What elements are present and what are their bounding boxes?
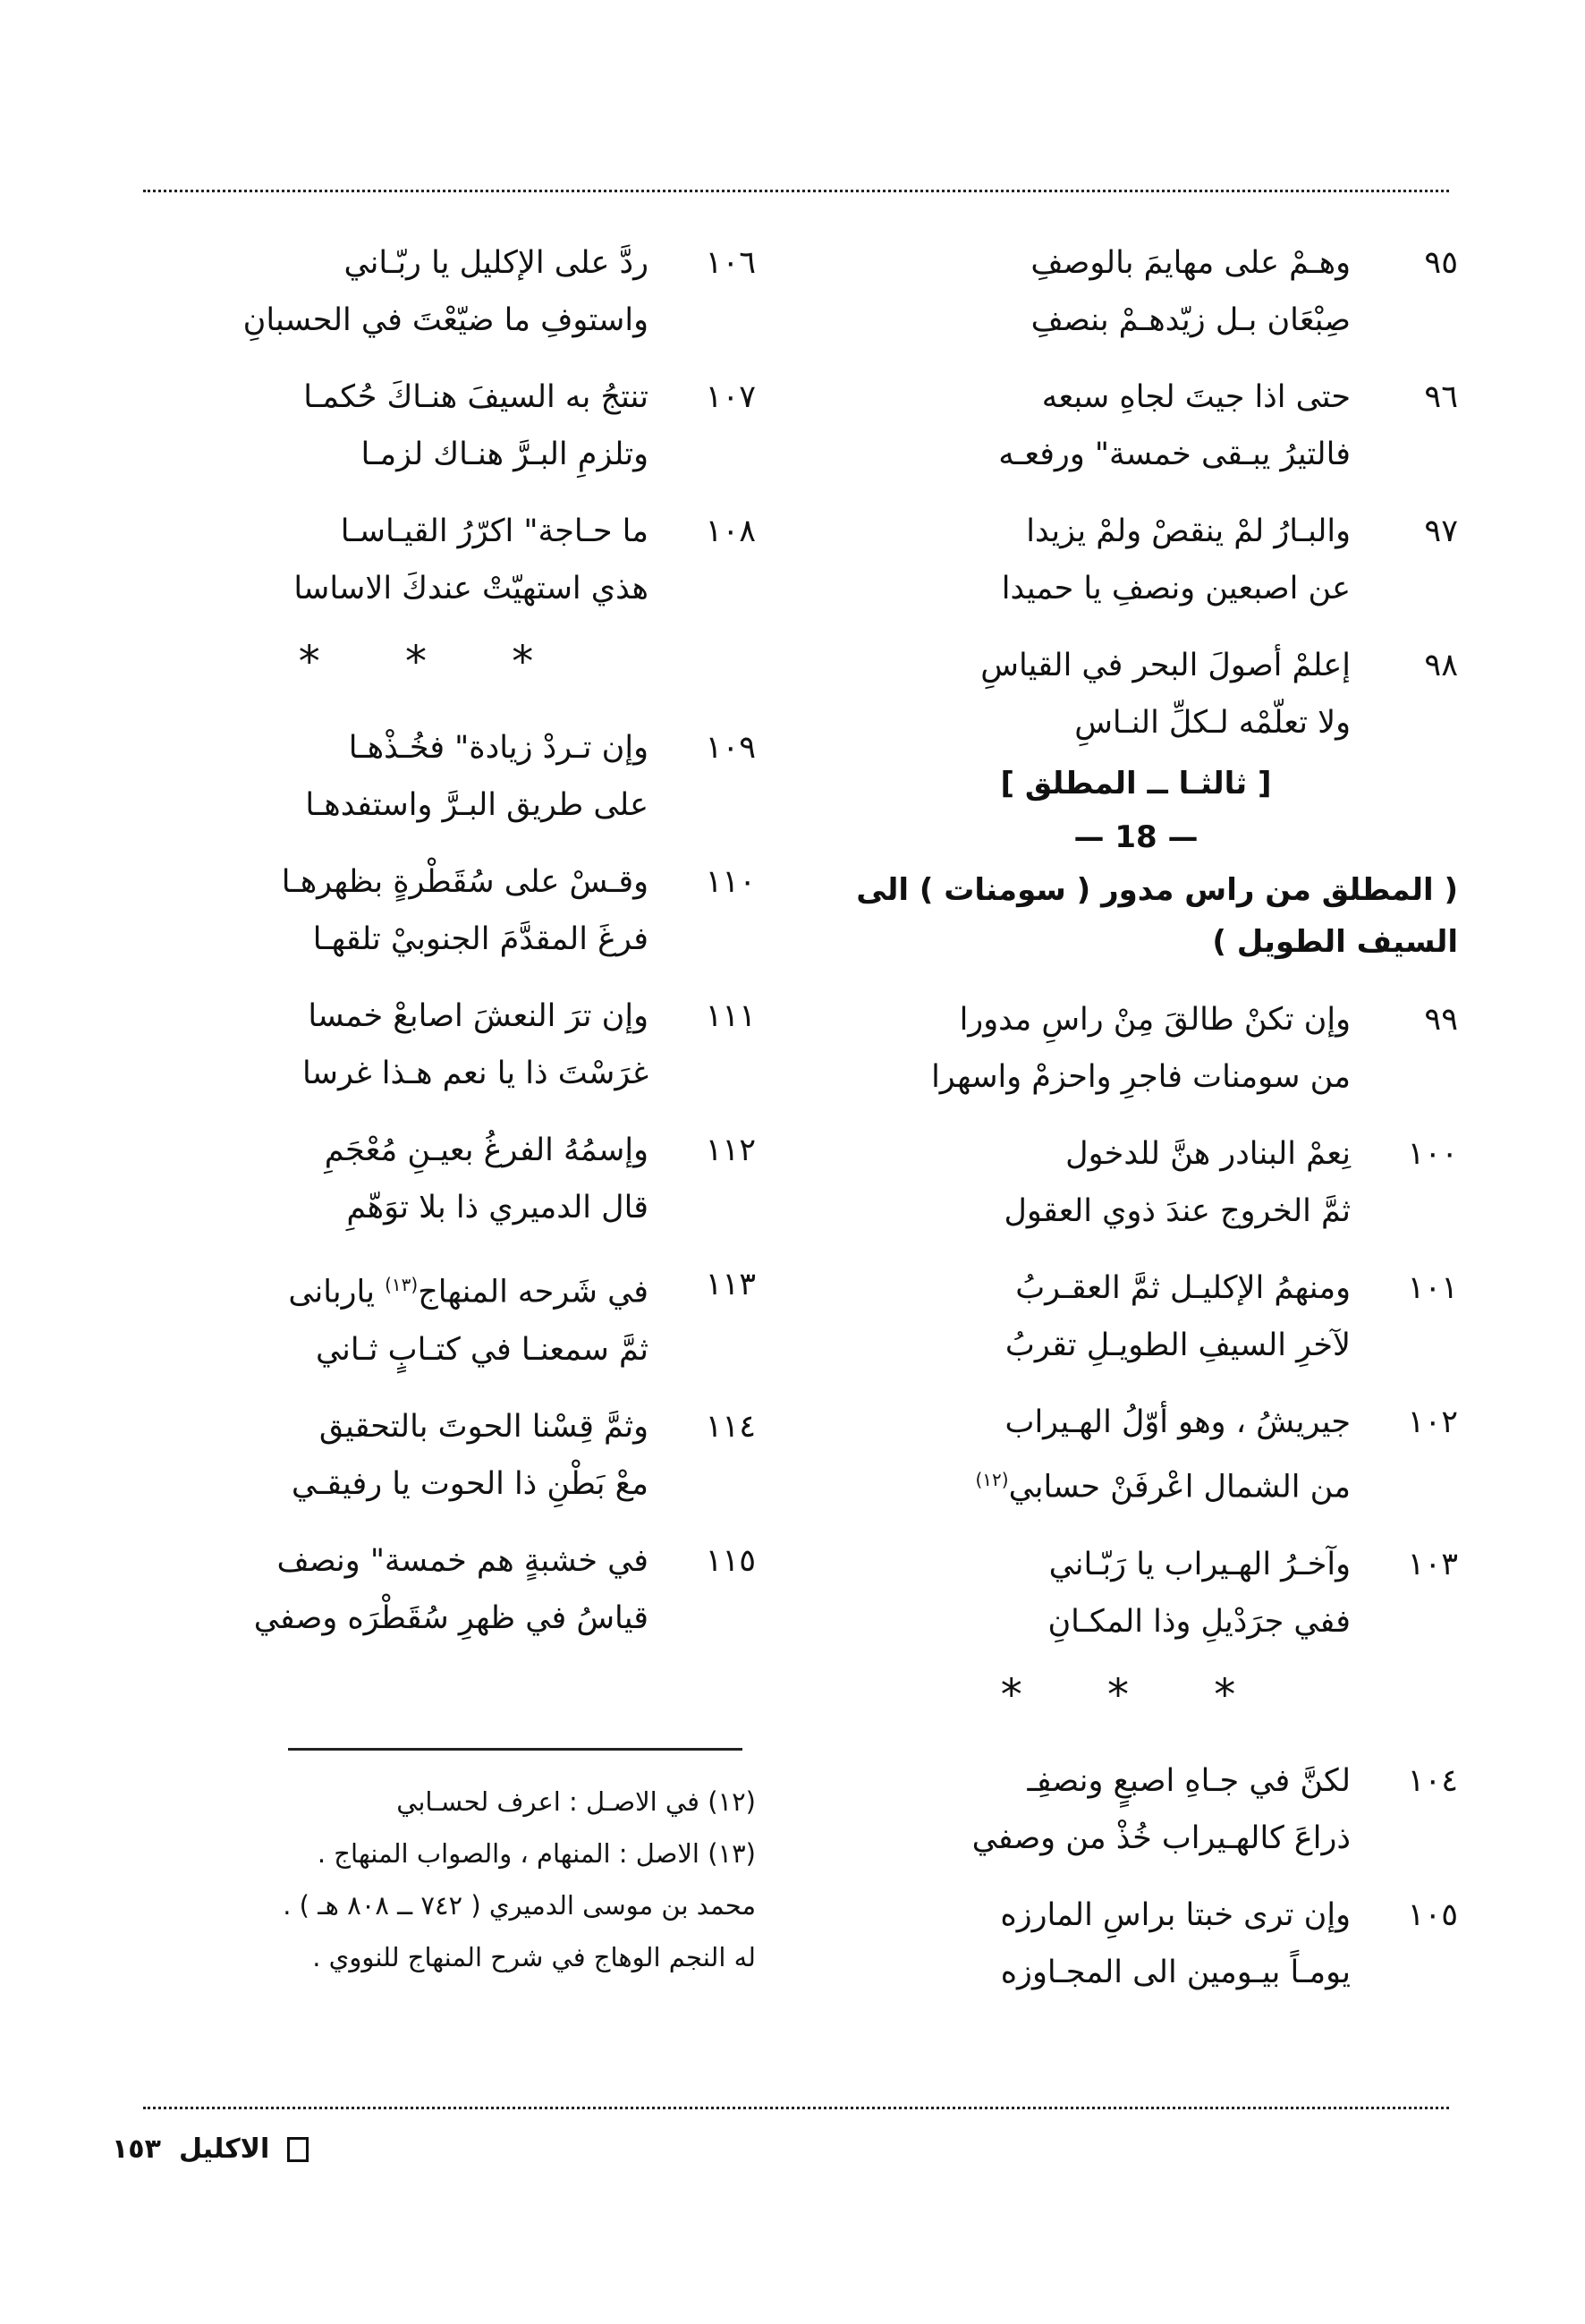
hemistich-1: ما حـاجة" اكرّرُ القيـاسـا — [340, 513, 648, 549]
verse-number: ١٠٣ — [1407, 1546, 1458, 1582]
verse — [814, 234, 1458, 349]
verse-number: ٩٩ — [1424, 1002, 1458, 1038]
verse-number: ١٠٧ — [705, 379, 756, 415]
hemistich-1: حتى اذا جيتَ لجاهِ سبعه — [1041, 379, 1351, 415]
footnotes — [112, 1776, 756, 1983]
hemistich-1: وإن تـردْ زيادة" فخُـذْهـا — [348, 730, 648, 766]
verse — [814, 1125, 1458, 1240]
verse — [814, 369, 1458, 483]
verse — [112, 234, 756, 349]
hemistich-1: تنتجُ به السيفَ هنـاكَ حُكمـا — [303, 379, 648, 415]
verse — [112, 503, 756, 617]
hemistich-1: وهـمْ على مهايمَ بالوصفِ — [1030, 245, 1351, 281]
hemistich-2: معْ بَطْنِ ذا الحوت يا رفيقـي — [291, 1465, 648, 1502]
footnote-marker: (١٢) — [975, 1469, 1009, 1490]
hemistich-1: وإسمُهُ الفرغُ بعيـنِ مُعْجَمِ — [324, 1132, 648, 1168]
verse-number: ١٠٠ — [1407, 1136, 1458, 1172]
hemistich-2: وتلزمِ البـرَّ هنـاك لزمـا — [360, 437, 648, 472]
hemistich-1: وثمَّ قِسْنا الحوتَ بالتحقيق — [318, 1408, 648, 1445]
verse-number: ١٠٥ — [1407, 1896, 1458, 1933]
verse — [814, 1752, 1458, 1867]
hemistich-1: لكنَّ في جـاهِ اصبعٍ ونصفِـ — [1027, 1762, 1351, 1799]
hemistich-2: ذراعَ كالهـيراب خُذْ من وصفي — [971, 1819, 1351, 1856]
verse — [814, 503, 1458, 617]
verse — [814, 637, 1458, 751]
hemistich-2: ثمَّ الخروج عندَ ذوي العقول — [1004, 1193, 1351, 1229]
hemistich-2: يومـاً بيـومين الى المجـاوزه — [1000, 1954, 1351, 1990]
verse-number: ١١٥ — [705, 1542, 756, 1579]
verse — [112, 988, 756, 1102]
verse — [814, 1887, 1458, 2001]
hemistich-1: نِعمْ البنادر هنَّ للدخول — [1065, 1136, 1351, 1172]
verse-number: ٩٨ — [1424, 648, 1458, 683]
hemistich-2: واستوفِ ما ضيّعْتَ في الحسبانِ — [242, 302, 648, 338]
hemistich-2: فالتيرُ يبـقى خمسة" ورفعـه — [998, 437, 1351, 472]
hemistich-2: ثمَّ سمعنـا في كتـابٍ ثـاني — [315, 1331, 648, 1368]
section-subheading: [ ثالثـا ــ المطلق ] — [1000, 766, 1272, 802]
footnote-marker: (١٣) — [385, 1274, 419, 1295]
verse — [112, 1398, 756, 1513]
top-dotted-rule — [143, 190, 1449, 192]
hemistich-1: وإن ترى خبتا براسِ المارزه — [1000, 1896, 1351, 1933]
footnote-13: (١٣) الاصل : المنهام ، والصواب المنهاج . — [317, 1838, 756, 1869]
hemistich-2: على طريق البـرَّ واستفدهـا — [305, 787, 648, 823]
verse — [814, 1260, 1458, 1374]
page-number: ١٥٣ — [112, 2133, 161, 2165]
hemistich-1: جيريشُ ، وهو أوّلُ الهـيراب — [1004, 1404, 1351, 1440]
verse — [112, 719, 756, 834]
left-column — [112, 234, 756, 1667]
verse — [112, 369, 756, 483]
right-column — [814, 234, 1458, 2021]
hemistich-2: من الشمال اعْرفَنْ حسابي — [1008, 1469, 1351, 1506]
verse — [814, 1394, 1458, 1516]
footnote-13-cont: له النجم الوهاج في شرح المنهاج للنووي . — [312, 1942, 756, 1972]
section-number: — 18 — — [1073, 819, 1199, 855]
verse — [814, 1536, 1458, 1650]
section-stars: * * * — [298, 637, 570, 687]
hemistich-1: وآخـرُ الهـيراب يا رَبّـاني — [1048, 1546, 1351, 1582]
bottom-dotted-rule — [143, 2107, 1449, 2109]
footnote-rule — [288, 1748, 742, 1751]
hemistich-2: هذي استهيّتْ عندكَ الاساسا — [293, 571, 648, 606]
hemistich-1: ردَّ على الإكليل يا ربّـاني — [343, 245, 648, 281]
hemistich-2: قال الدميري ذا بلا توَهّمِ — [346, 1190, 648, 1226]
verse-number: ١٠٨ — [705, 513, 756, 549]
verse-number: ١٠٩ — [705, 730, 756, 766]
hemistich-2: عن اصبعين ونصفِ يا حميدا — [1001, 571, 1351, 606]
hemistich-2: لآخرِ السيفِ الطويـلِ تقربُ — [1004, 1327, 1351, 1363]
hemistich-1: في خشبةٍ هم خمسة" ونصف — [276, 1542, 648, 1579]
verse-number: ١٠٤ — [1407, 1762, 1458, 1799]
hemistich-2: فرغَ المقدَّمَ الجنوبيْ تلقهـا — [312, 921, 648, 957]
square-box-icon — [287, 2137, 309, 2162]
verse — [814, 991, 1458, 1106]
verse — [112, 1532, 756, 1647]
verse-number: ١١٢ — [705, 1132, 756, 1168]
running-title: الاكليل — [178, 2133, 270, 2165]
hemistich-1 — [288, 1256, 648, 1321]
hemistich-2: ولا تعلّمْه لـكلِّ النـاسِ — [1074, 705, 1351, 741]
hemistich-1: وإن ترَ النعشَ اصابعْ خمسا — [308, 998, 648, 1034]
verse-number: ١٠٢ — [1407, 1404, 1458, 1440]
verse-number: ١١٤ — [705, 1408, 756, 1445]
hemistich-2: قياسُ في ظهرِ سُقَطْرَه وصفي — [253, 1599, 648, 1636]
footnote-13-cont: محمد بن موسى الدميري ( ٧٤٢ ــ ٨٠٨ هـ ) . — [283, 1890, 756, 1921]
hemistich-2: غرَسْتَ ذا يا نعم هـذا غرسا — [302, 1056, 648, 1091]
hemistich-1: وقـسْ على سُقَطْرةٍ بظهرهـا — [281, 864, 648, 900]
verse-number: ٩٥ — [1424, 245, 1458, 281]
section-stars: * * * — [1000, 1669, 1272, 1720]
verse-number: ١١٠ — [705, 864, 756, 900]
hemistich-2: من سومنات فاجرِ واحزمْ واسهرا — [931, 1059, 1351, 1095]
hemistich-2: ففي جرَدْيلِ وذا المكـانِ — [1047, 1603, 1351, 1640]
page-footer — [112, 2133, 309, 2165]
verse-number: ٩٦ — [1424, 379, 1458, 415]
hemistich-1: وإن تكنْ طالقَ مِنْ راسِ مدورا — [959, 1002, 1351, 1038]
verse — [112, 853, 756, 968]
verse-number: ٩٧ — [1424, 513, 1458, 549]
hemistich-2: صِبْعَان بـل زيّدهـمْ بنصفِ — [1030, 302, 1351, 338]
verse-number: ١٠١ — [1407, 1270, 1458, 1306]
hemistich-1: والبـارُ لمْ ينقصْ ولمْ يزيدا — [1026, 513, 1351, 549]
section-caption: ( المطلق من راس مدور ( سومنات ) الى السيف الطويل ) — [856, 872, 1458, 960]
hemistich-1-text: في شَرحه المنهاج — [418, 1274, 648, 1310]
hemistich-1-tail: ياربانى — [288, 1274, 375, 1310]
hemistich-1: إعلمْ أصولَ البحر في القياسِ — [980, 648, 1351, 683]
footnote-12: (١٢) في الاصـل : اعرف لحسـابي — [396, 1786, 756, 1817]
verse-number: ١٠٦ — [705, 245, 756, 281]
hemistich-1: ومنهمُ الإكليـل ثمَّ العقـربُ — [1015, 1270, 1351, 1306]
verse-number: ١١١ — [705, 998, 756, 1034]
verse-number: ١١٣ — [705, 1267, 756, 1302]
verse — [112, 1256, 756, 1378]
verse — [112, 1122, 756, 1236]
